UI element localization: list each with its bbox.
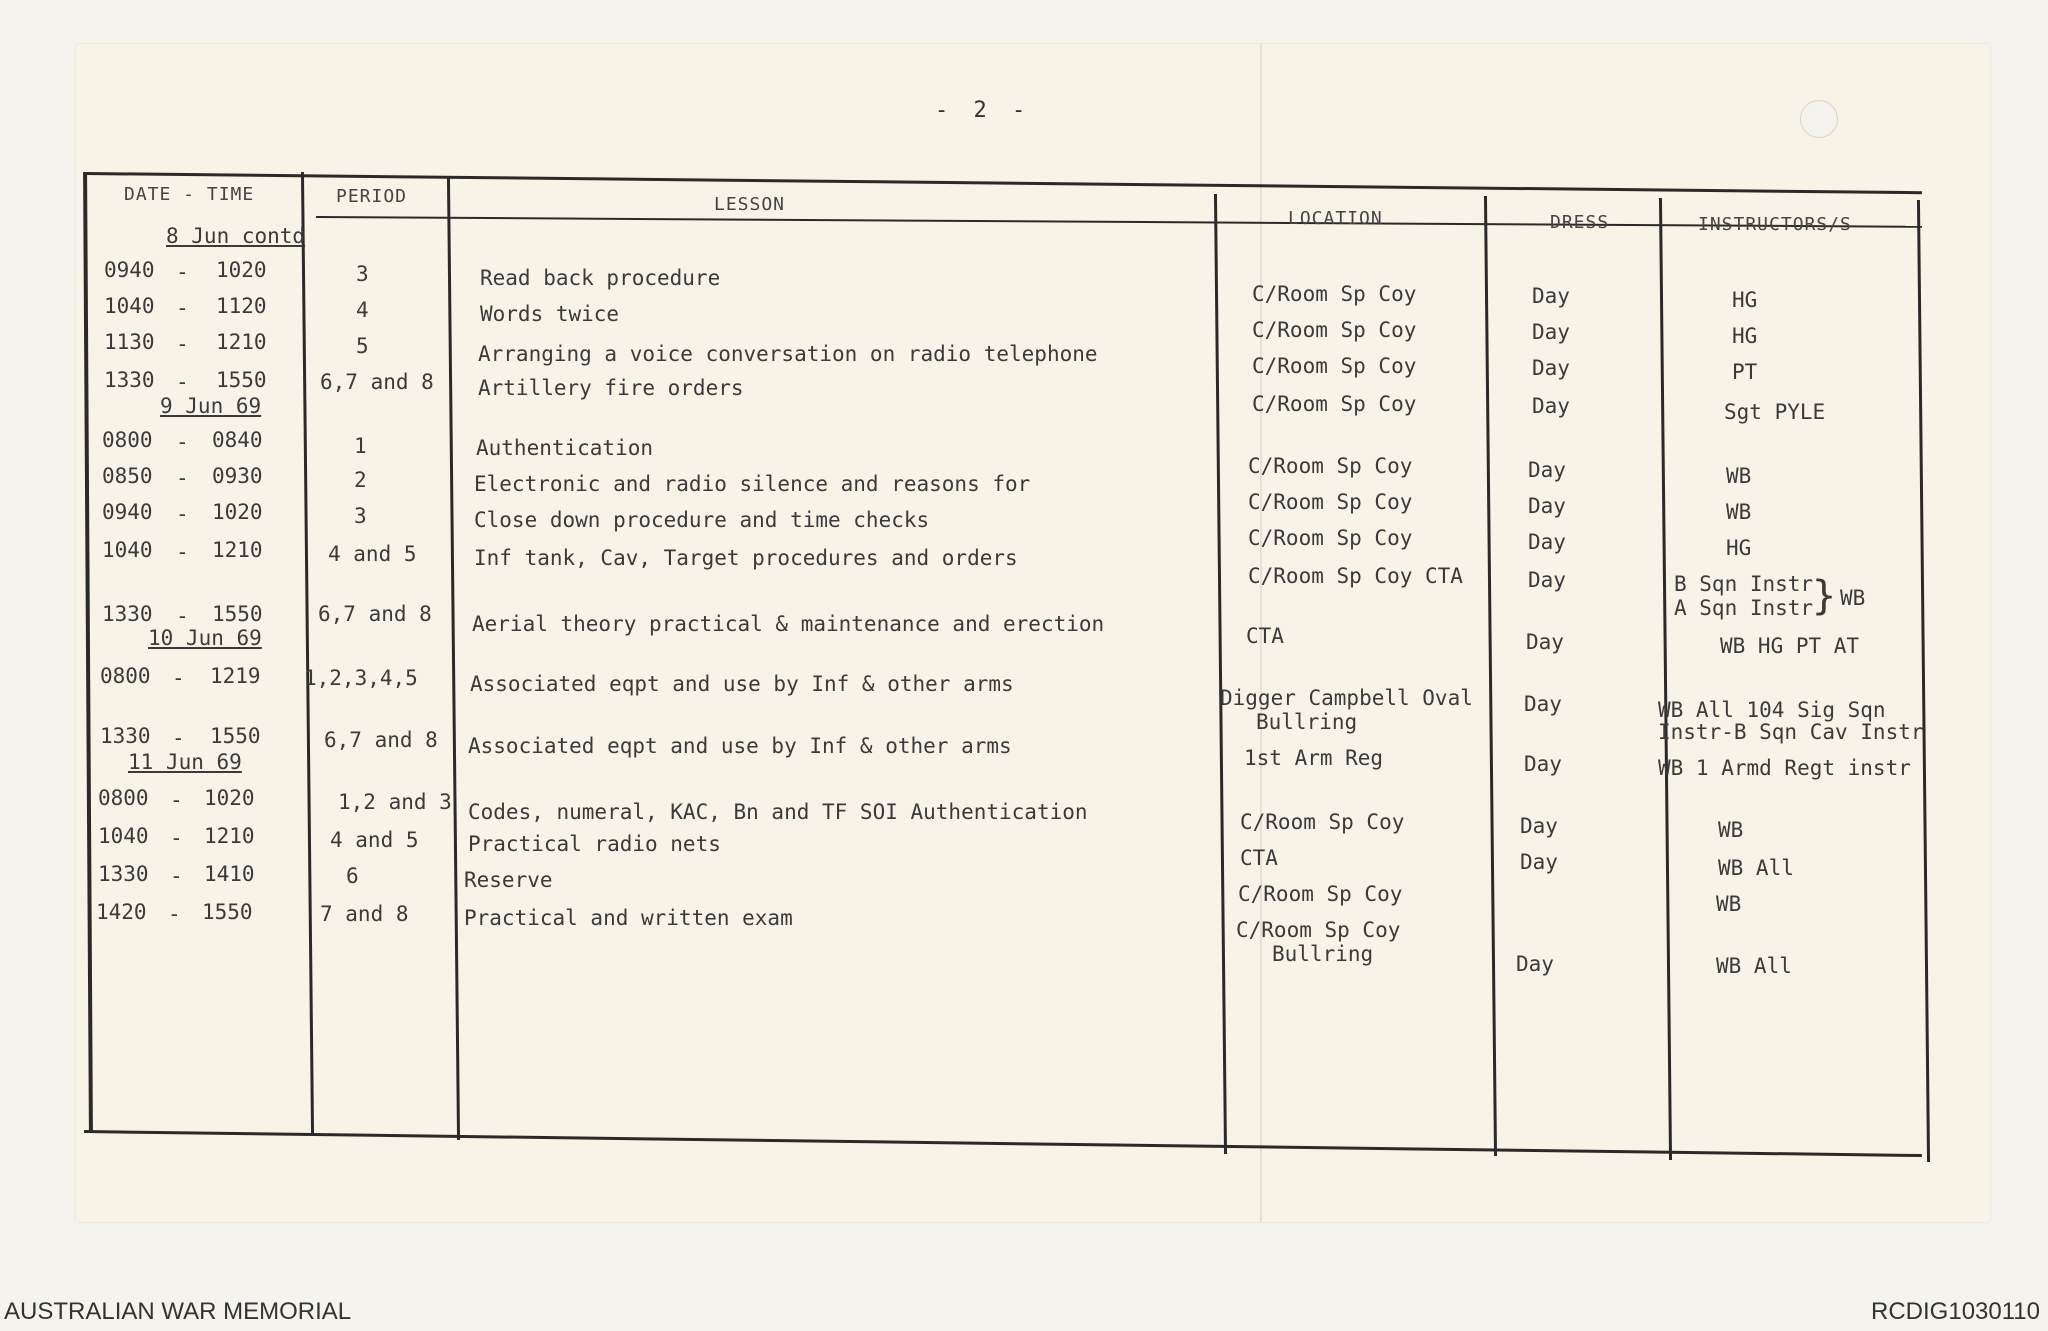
header-instructors: INSTRUCTORS/S <box>1698 214 1852 235</box>
footer-archive-name: AUSTRALIAN WAR MEMORIAL <box>4 1298 352 1325</box>
time-dash: - <box>176 332 189 356</box>
period-cell: 5 <box>356 334 369 358</box>
col-rule-lesson <box>1214 194 1227 1154</box>
time-end: 0840 <box>212 428 263 452</box>
dress-cell: Day <box>1524 692 1562 716</box>
period-cell: 4 <box>356 298 369 322</box>
lesson-cell: Reserve <box>464 868 553 892</box>
time-end: 1550 <box>210 724 261 748</box>
instructor-cell: A Sqn Instr <box>1674 596 1814 620</box>
schedule-table <box>84 172 1922 1144</box>
time-end: 1210 <box>212 538 263 562</box>
period-cell: 6,7 and 8 <box>318 602 432 626</box>
col-rule-dress <box>1659 198 1672 1160</box>
time-start: 1040 <box>98 824 149 848</box>
instructor-cell: HG <box>1726 536 1752 560</box>
location-cell: C/Room Sp Coy <box>1252 318 1417 342</box>
instructor-cell: PT <box>1732 360 1758 384</box>
location-cell: 1st Arm Reg <box>1244 746 1384 770</box>
lesson-cell: Authentication <box>476 436 654 460</box>
location-cell: C/Room Sp Coy <box>1248 526 1413 550</box>
instructor-cell: WB <box>1716 892 1742 916</box>
lesson-cell: Arranging a voice conversation on radio telephone <box>478 342 1098 366</box>
time-start: 1330 <box>100 724 151 748</box>
location-cell: CTA <box>1240 846 1278 870</box>
location-cell: C/Room Sp Coy <box>1238 882 1403 906</box>
location-cell: C/Room Sp Coy <box>1248 490 1413 514</box>
time-end: 1020 <box>216 258 267 282</box>
instructor-cell: WB All 104 Sig Sqn <box>1658 698 1886 722</box>
dress-cell: Day <box>1516 952 1554 976</box>
period-cell: 3 <box>356 262 369 286</box>
period-cell: 3 <box>354 504 367 528</box>
time-dash: - <box>176 430 189 454</box>
lesson-cell: Read back procedure <box>480 266 721 290</box>
lesson-cell: Close down procedure and time checks <box>474 508 930 532</box>
time-start: 1040 <box>102 538 153 562</box>
time-end: 1020 <box>212 500 263 524</box>
time-start: 1420 <box>96 900 147 924</box>
time-start: 1330 <box>104 368 155 392</box>
dress-cell: Day <box>1528 568 1566 592</box>
time-end: 1550 <box>202 900 253 924</box>
dress-cell: Day <box>1520 850 1558 874</box>
time-start: 1330 <box>102 602 153 626</box>
col-rule-date <box>301 172 314 1134</box>
time-end: 0930 <box>212 464 263 488</box>
time-dash: - <box>172 726 185 750</box>
header-underline <box>316 216 1922 228</box>
instructor-cell: WB <box>1840 586 1866 610</box>
time-dash: - <box>170 864 183 888</box>
dress-cell: Day <box>1528 494 1566 518</box>
col-rule-location <box>1484 196 1497 1156</box>
instructor-cell: WB <box>1726 500 1752 524</box>
time-dash: - <box>176 604 189 628</box>
dress-cell: Day <box>1526 630 1564 654</box>
time-dash: - <box>172 666 185 690</box>
dress-cell: Day <box>1520 814 1558 838</box>
period-cell: 4 and 5 <box>328 542 417 566</box>
lesson-cell: Associated eqpt and use by Inf & other arms <box>468 734 1012 758</box>
period-cell: 7 and 8 <box>320 902 409 926</box>
instructor-cell: WB All <box>1716 954 1792 978</box>
instructor-cell: Sgt PYLE <box>1724 400 1826 424</box>
footer-document-id: RCDIG1030110 <box>1871 1298 2040 1325</box>
time-start: 0940 <box>104 258 155 282</box>
location-cell: C/Room Sp Coy <box>1252 354 1417 378</box>
location-cell: C/Room Sp Coy <box>1236 918 1401 942</box>
dress-cell: Day <box>1532 320 1570 344</box>
time-end: 1410 <box>204 862 255 886</box>
time-end: 1210 <box>216 330 267 354</box>
time-dash: - <box>176 466 189 490</box>
lesson-cell: Practical and written exam <box>464 906 793 930</box>
lesson-cell: Electronic and radio silence and reasons for <box>474 472 1031 496</box>
instructor-cell: HG <box>1732 324 1758 348</box>
time-end: 1120 <box>216 294 267 318</box>
instructor-cell: WB <box>1718 818 1744 842</box>
col-rule-period <box>447 178 460 1140</box>
time-start: 1330 <box>98 862 149 886</box>
lesson-cell: Associated eqpt and use by Inf & other arms <box>470 672 1014 696</box>
time-end: 1550 <box>216 368 267 392</box>
header-dress: DRESS <box>1550 212 1610 233</box>
dress-cell: Day <box>1532 356 1570 380</box>
time-dash: - <box>176 370 189 394</box>
header-date-time: DATE - TIME <box>124 184 255 205</box>
location-cell: C/Room Sp Coy <box>1248 454 1413 478</box>
dress-cell: Day <box>1528 458 1566 482</box>
instructor-cell: B Sqn Instr <box>1674 572 1814 596</box>
lesson-cell: Inf tank, Cav, Target procedures and orders <box>474 546 1018 570</box>
dress-cell: Day <box>1532 394 1570 418</box>
header-lesson: LESSON <box>714 194 786 215</box>
instructor-cell: WB <box>1726 464 1752 488</box>
time-dash: - <box>176 296 189 320</box>
date-heading: 8 Jun contd <box>166 224 306 248</box>
time-start: 0800 <box>98 786 149 810</box>
lesson-cell: Aerial theory practical & maintenance and erection <box>472 612 1105 636</box>
page-number: - 2 - <box>935 98 1032 123</box>
instructor-cell: Instr-B Sqn Cav Instr <box>1658 720 1924 744</box>
col-rule-left <box>83 172 93 1132</box>
time-start: 0800 <box>102 428 153 452</box>
location-cell: C/Room Sp Coy <box>1240 810 1405 834</box>
location-cell: C/Room Sp Coy <box>1252 282 1417 306</box>
brace-glyph: } <box>1812 573 1837 619</box>
period-cell: 6 <box>346 864 359 888</box>
time-start: 0800 <box>100 664 151 688</box>
instructor-cell: WB HG PT AT <box>1720 634 1860 658</box>
dress-cell: Day <box>1532 284 1570 308</box>
dress-cell: Day <box>1524 752 1562 776</box>
period-cell: 1 <box>354 434 367 458</box>
lesson-cell: Practical radio nets <box>468 832 721 856</box>
time-dash: - <box>176 502 189 526</box>
location-cell: Bullring <box>1256 710 1358 734</box>
instructor-cell: HG <box>1732 288 1758 312</box>
time-start: 0940 <box>102 500 153 524</box>
time-dash: - <box>170 788 183 812</box>
instructor-cell: WB 1 Armd Regt instr <box>1658 756 1911 780</box>
time-dash: - <box>176 540 189 564</box>
time-dash: - <box>170 826 183 850</box>
period-cell: 4 and 5 <box>330 828 419 852</box>
period-cell: 2 <box>354 468 367 492</box>
lesson-cell: Words twice <box>480 302 620 326</box>
date-heading: 10 Jun 69 <box>148 626 262 650</box>
time-dash: - <box>168 902 181 926</box>
header-location: LOCATION <box>1288 208 1383 229</box>
lesson-cell: Codes, numeral, KAC, Bn and TF SOI Authentication <box>468 800 1088 824</box>
period-cell: 1,2 and 3 <box>338 790 452 814</box>
time-end: 1210 <box>204 824 255 848</box>
time-end: 1550 <box>212 602 263 626</box>
time-start: 1040 <box>104 294 155 318</box>
location-cell: Bullring <box>1272 942 1374 966</box>
location-cell: Digger Campbell Oval <box>1220 686 1473 710</box>
time-start: 0850 <box>102 464 153 488</box>
time-end: 1020 <box>204 786 255 810</box>
lesson-cell: Artillery fire orders <box>478 376 744 400</box>
period-cell: 6,7 and 8 <box>320 370 434 394</box>
time-dash: - <box>176 260 189 284</box>
location-cell: CTA <box>1246 624 1284 648</box>
period-cell: 6,7 and 8 <box>324 728 438 752</box>
period-cell: 1,2,3,4,5 <box>304 666 418 690</box>
time-end: 1219 <box>210 664 261 688</box>
punch-hole <box>1800 100 1838 138</box>
time-start: 1130 <box>104 330 155 354</box>
instructor-cell: WB All <box>1718 856 1794 880</box>
dress-cell: Day <box>1528 530 1566 554</box>
location-cell: C/Room Sp Coy <box>1252 392 1417 416</box>
date-heading: 9 Jun 69 <box>160 394 262 418</box>
date-heading: 11 Jun 69 <box>128 750 242 774</box>
location-cell: C/Room Sp Coy CTA <box>1248 564 1463 588</box>
header-period: PERIOD <box>336 186 408 207</box>
